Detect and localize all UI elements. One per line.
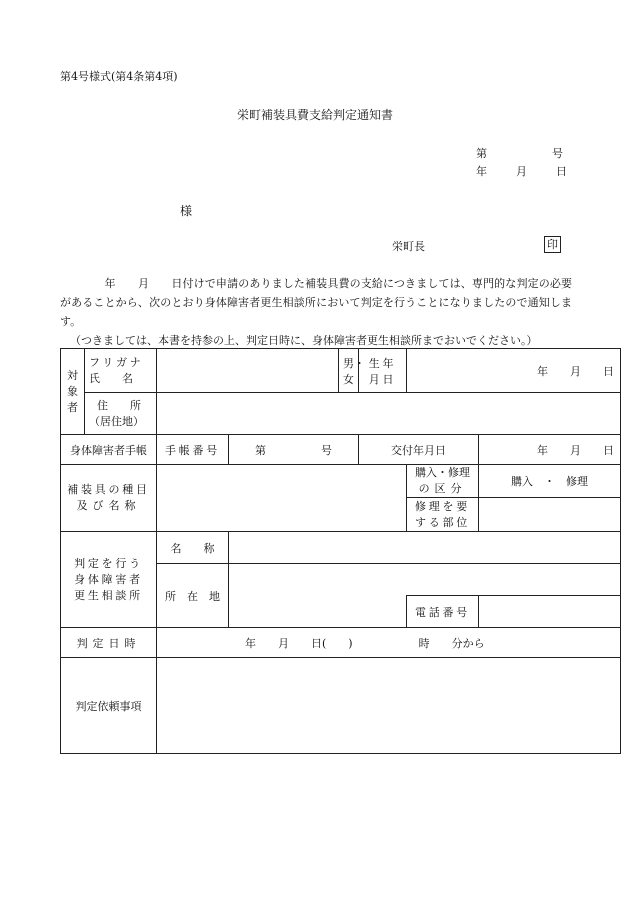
device-label [61, 465, 157, 532]
gender-field[interactable]: 男・女 [339, 349, 359, 393]
body-paragraph: 年 月 日付けで申請のありました補装具費の支給につきましては、専門的な判定の必要があることから、次のとおり身体障害者更生相談所において判定を行うことになりましたので通知します。 [60, 277, 572, 328]
mayor-name: 栄町長 [392, 240, 425, 253]
center-location-label: 所 在 地 [157, 564, 229, 628]
document-title: 栄町補装具費支給判定通知書 [236, 108, 393, 122]
number-prefix: 第 [476, 147, 487, 160]
address-field[interactable] [157, 393, 621, 435]
judgment-request-label: 判定依頼事項 [61, 658, 157, 754]
repair-part-label-line: する部位 [415, 515, 470, 529]
repair-part-label [407, 498, 479, 532]
purchase-repair-label [407, 465, 479, 498]
phone-label: 電話番号 [407, 596, 479, 628]
name-field[interactable] [157, 349, 339, 393]
issue-date-field[interactable]: 年 月 日 [479, 435, 621, 465]
document-number [476, 145, 563, 161]
table-row [61, 465, 621, 498]
device-label-line: 及び名称 [76, 499, 141, 512]
judgment-datetime-label: 判定日時 [61, 628, 157, 658]
birthdate-field[interactable]: 年 月 日 [407, 349, 621, 393]
table-row [61, 393, 621, 435]
subject-char: 対 [67, 368, 78, 382]
subject-label [61, 349, 85, 435]
address-label [85, 393, 157, 435]
center-label-line: 判定を行う [74, 556, 143, 570]
handbook-label: 身体障害者手帳 [61, 435, 157, 465]
date-year: 年 [476, 165, 487, 178]
center-location-field-cont[interactable] [229, 596, 407, 628]
purchase-repair-field[interactable]: 購入 ・ 修理 [479, 465, 621, 498]
residence-label: （居住地） [89, 414, 144, 428]
center-name-label: 名 称 [157, 532, 229, 564]
birthdate-label: 生年月日 [359, 349, 407, 393]
date-month: 月 [516, 165, 527, 178]
document-date [476, 163, 567, 179]
addressee-suffix: 様 [180, 204, 193, 218]
date-day: 日 [556, 165, 567, 178]
number-suffix: 号 [552, 147, 563, 160]
center-label-line: 更生相談所 [74, 588, 143, 602]
subject-char: 象 [67, 384, 78, 398]
phone-field[interactable] [479, 596, 621, 628]
name-label-text: 氏 名 [89, 371, 133, 385]
table-row [61, 658, 621, 754]
judgment-datetime-field[interactable]: 年 月 日( ) 時 分から [157, 628, 621, 658]
center-location-field[interactable] [229, 564, 621, 596]
table-row [61, 349, 621, 393]
address-label-text: 住 所 [97, 398, 141, 412]
purchase-repair-label-line: の区分 [418, 482, 467, 495]
judgment-request-field[interactable] [157, 658, 621, 754]
name-label [85, 349, 157, 393]
device-label-line: 補装具の種目 [67, 483, 150, 496]
device-field[interactable] [157, 465, 407, 532]
center-name-field[interactable] [229, 532, 621, 564]
subject-char: 者 [67, 400, 78, 414]
table-row [61, 628, 621, 658]
center-label-line: 身体障害者 [74, 572, 143, 586]
purchase-repair-label-line: 購入・修理 [415, 466, 470, 479]
repair-part-field[interactable] [479, 498, 621, 532]
furigana-label: フリガナ [89, 355, 144, 369]
handbook-number-label: 手帳番号 [157, 435, 229, 465]
form-number: 第4号様式(第4条第4項) [60, 70, 178, 83]
center-label [61, 532, 157, 628]
handbook-number-field[interactable]: 第 号 [229, 435, 359, 465]
table-row [61, 532, 621, 564]
instruction-note: （つきましては、本書を持参の上、判定日時に、身体障害者更生相談所までおいでください。） [70, 334, 538, 347]
repair-part-label-line: 修理を要 [415, 499, 470, 513]
seal-mark: 印 [544, 236, 561, 253]
issue-date-label: 交付年月日 [359, 435, 479, 465]
table-row [61, 435, 621, 465]
application-table [60, 348, 621, 754]
